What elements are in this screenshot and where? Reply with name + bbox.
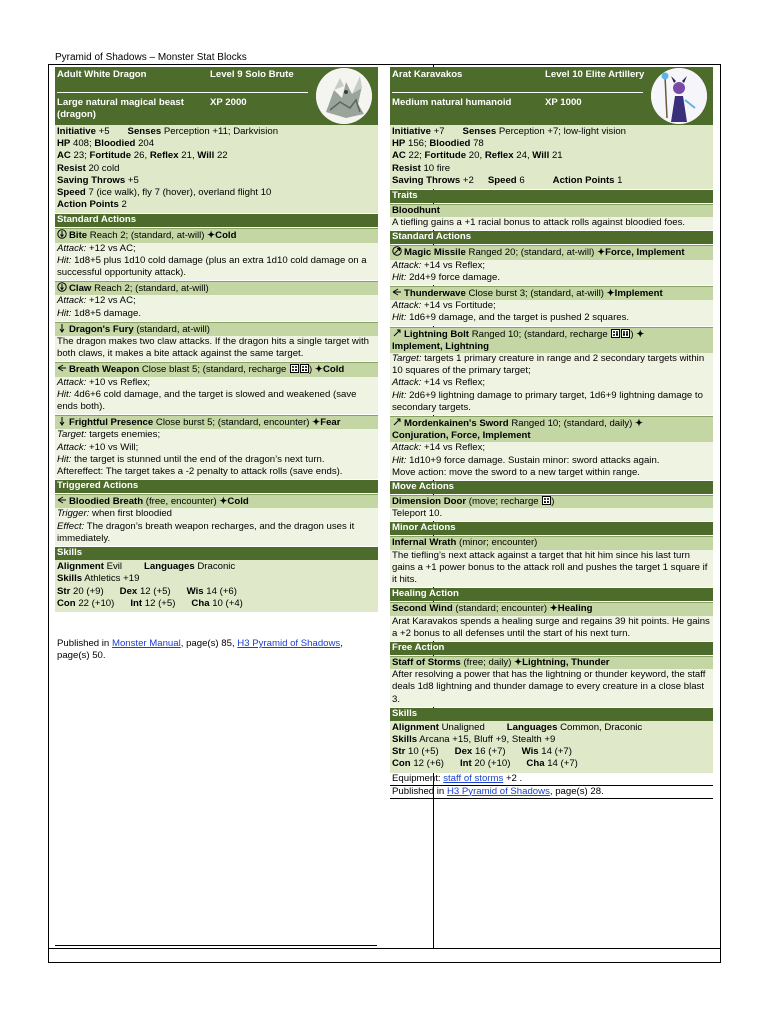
pyramid-of-shadows-link[interactable]: H3 Pyramid of Shadows [446,785,550,797]
ranged-icon [392,328,402,338]
power-usage: Reach 2; (standard, at-will) [89,230,205,242]
fortitude-label: Fortitude [89,150,132,162]
equipment-line [390,773,713,786]
wis-label: Wis [521,746,539,758]
cha-label: Cha [526,758,545,770]
fortitude-label: Fortitude [424,150,467,162]
power-usage: (standard; encounter) [455,603,548,615]
attack-value: +14 vs Reflex; [424,442,486,454]
power-bite-text [55,243,378,281]
alignment-value: Evil [106,561,123,573]
will-label: Will [532,150,550,162]
hit-label: Hit: [57,453,72,465]
aftereffect: Aftereffect: The target takes a -2 penalty to attack rolls (save ends). [57,466,343,478]
power-magic-missile-text [390,260,713,285]
hit-value: 1d6+9 damage, and the target is pushed 2 squares. [409,312,630,324]
stat-block-adult-white-dragon [55,67,378,662]
power-name: Bite [69,230,88,242]
power-name: Breath Weapon [69,364,140,376]
hit-label: Hit: [392,271,407,283]
languages-value: Common, Draconic [560,721,643,733]
document-title: Pyramid of Shadows – Monster Stat Blocks [55,52,247,63]
str-label: Str [392,746,406,758]
hp-label: HP [57,138,71,150]
monster-level: Level 9 Solo Brute [210,69,294,80]
dex-value: 12 (+5) [139,585,171,597]
resist-value: 10 fire [423,162,451,174]
power-name: Dragon's Fury [69,323,134,335]
skills-block [390,721,713,773]
power-usage: (free; daily) [463,656,512,668]
bloodied-value: 204 [138,138,155,150]
alignment-label: Alignment [57,561,104,573]
monster-type: Large natural magical beast (dragon) [57,97,184,121]
power-keyword: ✦Cold [314,364,345,376]
die-6-icon [621,329,630,338]
reflex-label: Reflex [484,150,514,162]
initiative-label: Initiative [392,126,431,137]
power-dragons-fury [55,322,378,336]
hit-label: Hit: [57,388,72,400]
ac-value: 22; [408,150,422,162]
power-thunderwave-text [390,300,713,325]
skills-value: Athletics +19 [84,573,140,585]
attack-value: +12 vs AC; [89,295,136,307]
power-keyword-line2: Conjuration, Force, Implement [392,430,531,442]
section-move-actions: Move Actions [390,481,713,494]
senses-value: Perception +11; Darkvision [163,126,279,137]
dex-label: Dex [119,585,138,597]
publication-note [55,638,378,662]
attack-value: +10 vs Will; [89,441,139,453]
power-dimension-door-text: Teleport 10. [390,508,713,521]
trigger-label: Trigger: [57,508,90,520]
section-triggered-actions: Triggered Actions [55,480,378,493]
power-dimension-door [390,495,713,508]
ranged-basic-icon [392,246,402,256]
power-keyword: ✦Lightning, Thunder [514,656,610,668]
skills-label: Skills [392,733,418,745]
hit-label: Hit: [392,454,407,466]
hit-value: 1d8+5 damage. [74,307,142,319]
power-keyword: ✦Force, Implement [597,247,685,259]
saving-throws-value: +5 [127,174,139,186]
hp-label: HP [392,138,406,150]
page-frame [48,64,721,963]
melee-icon [57,323,67,333]
target-label: Target: [57,429,87,441]
wis-value: 14 (+7) [541,746,572,758]
power-keyword: ✦Implement [606,288,663,300]
power-frightful-presence [55,415,378,429]
hit-value: 1d8+5 plus 1d10 cold damage (plus an extra 1d10 cold damage on a successful opportunity attack). [57,254,367,279]
languages-label: Languages [144,561,195,573]
left-footer-rule [55,945,377,946]
initiative-value: +7 [433,126,445,137]
hit-label: Hit: [392,389,407,401]
power-usage: Ranged 10; (standard, recharge [471,328,608,340]
monster-header [390,67,713,125]
attack-label: Attack: [57,295,87,307]
power-name: Lightning Bolt [404,328,470,340]
effect-label: Effect: [57,520,85,532]
section-skills: Skills [390,708,713,721]
con-label: Con [392,758,411,770]
stats-block [390,125,713,189]
power-usage: Close burst 5; (standard, encounter) [155,417,310,429]
ac-label: AC [392,150,406,162]
saving-throws-label: Saving Throws [392,174,461,186]
wis-value: 14 (+6) [206,585,237,597]
close-blast-icon [57,495,67,505]
action-points-value: 1 [617,174,623,186]
section-healing-action: Healing Action [390,588,713,601]
power-staff-of-storms-text: After resolving a power that has the lightning or thunder keyword, the staff deals 1d8 lightning and thunder damage to every creature in a close blast 3. [390,669,713,707]
dragon-portrait [316,68,372,124]
action-points-value: 2 [121,199,127,211]
resist-value: 20 cold [88,162,120,174]
speed-label: Speed [487,174,517,186]
initiative-label: Initiative [57,126,96,137]
monster-header [55,67,378,125]
speed-value: 6 [519,174,525,186]
will-value: 21 [551,150,563,162]
section-standard-actions: Standard Actions [390,231,713,244]
ac-value: 23; [73,150,87,162]
trait-bloodhunt-text: A tiefling gains a +1 racial bonus to attack rolls against bloodied foes. [390,217,713,230]
bloodied-label: Bloodied [429,138,471,150]
hp-value: 156; [408,138,427,150]
power-bloodied-breath-text [55,508,378,546]
target-value: targets 1 primary creature in range and 2 secondary targets within 10 squares of the primary target; [392,353,705,377]
senses-label: Senses [127,126,162,137]
power-keyword: ✦ [635,418,644,430]
languages-label: Languages [506,721,558,733]
equipment-suffix: +2 . [505,772,523,784]
dex-label: Dex [454,746,473,758]
close-burst-icon [57,416,67,426]
attack-value: +14 vs Reflex; [424,377,486,389]
publication-note [390,786,713,799]
power-name: Mordenkainen's Sword [404,418,509,430]
fortitude-value: 26, [133,150,148,162]
speed-value: 7 (ice walk), fly 7 (hover), overland flight 10 [88,187,272,199]
con-value: 22 (+10) [78,597,115,609]
int-label: Int [460,758,472,770]
power-usage-close: ) [551,496,555,508]
monster-level: Level 10 Elite Artillery [545,69,645,80]
reflex-label: Reflex [149,150,179,162]
power-infernal-wrath [390,536,713,549]
tiefling-portrait [651,68,707,124]
hit-value: 4d6+6 cold damage, and the target is slowed and weakened (save ends both). [57,388,357,413]
section-minor-actions: Minor Actions [390,522,713,535]
power-lightning-bolt-text [390,353,713,415]
power-breath-weapon-text [55,377,378,415]
hit-label: Hit: [57,254,72,266]
power-second-wind [390,602,713,615]
power-name: Frightful Presence [69,417,154,429]
attack-label: Attack: [392,259,422,271]
power-name: Dimension Door [392,496,467,508]
attack-label: Attack: [57,441,87,453]
power-frightful-presence-text [55,429,378,479]
pyramid-of-shadows-link[interactable]: H3 Pyramid of Shadows [237,637,341,649]
action-points-label: Action Points [552,174,615,186]
power-breath-weapon: Breath Weapon Close blast 5; (standard, recharge ) ✦Cold [55,362,378,376]
power-bloodied-breath [55,494,378,508]
con-value: 12 (+6) [413,758,444,770]
int-value: 12 (+5) [144,597,176,609]
attack-label: Attack: [392,377,422,389]
str-label: Str [57,585,71,597]
attack-label: Attack: [57,376,87,388]
power-staff-of-storms [390,656,713,669]
section-standard-actions: Standard Actions [55,214,378,227]
monster-xp: XP 1000 [545,97,582,108]
monster-name: Arat Karavakos [392,69,463,80]
monster-type: Medium natural humanoid [392,97,512,108]
target-label: Target: [392,353,422,365]
hit-label: Hit: [57,307,72,319]
power-mordenkainens-sword-text [390,442,713,480]
header-rule [392,92,643,93]
cha-value: 10 (+4) [212,597,243,609]
languages-value: Draconic [197,561,236,573]
die-5-icon [611,329,620,338]
pub-prefix: Published in [392,785,445,797]
saving-throws-label: Saving Throws [57,174,126,186]
attack-value: +10 vs Reflex; [89,376,151,388]
power-bite [55,228,378,242]
power-name: Bloodied Breath [69,496,144,508]
power-keyword: ✦Fear [312,417,341,429]
hit-label: Hit: [392,312,407,324]
power-name: Second Wind [392,603,453,615]
attack-label: Attack: [57,242,87,254]
power-keyword: ✦Cold [207,230,237,242]
power-name: Staff of Storms [392,656,461,668]
pub-suffix: , page(s) 50. [57,637,343,662]
will-label: Will [197,150,215,162]
attack-label: Attack: [392,300,422,312]
die-5-icon [290,364,299,373]
stats-block [55,125,378,213]
section-free-action: Free Action [390,642,713,655]
attack-value: +14 vs Reflex; [424,259,486,271]
monster-name: Adult White Dragon [57,69,147,80]
die-6-icon [300,364,309,373]
pub-suffix: , page(s) 28. [549,785,604,797]
stat-block-arat-karavakos [390,67,713,799]
hit-value: 2d6+9 lightning damage to primary target, 1d6+9 lightning damage to secondary targets. [392,389,703,413]
hit-value: 2d4+9 force damage. [409,271,501,283]
section-skills: Skills [55,547,378,560]
trigger-value: when first bloodied [92,508,173,520]
equipment-label: Equipment: [392,772,441,784]
power-usage: (move; recharge [468,496,539,508]
power-usage: Ranged 10; (standard, daily) [511,418,633,430]
power-infernal-wrath-text: The tiefling’s next attack against a target that hit him since his last turn gains a +1 power bonus to the attack roll and pushes the target 1 square if it hits. [390,550,713,588]
power-name: Infernal Wrath [392,537,457,549]
power-name: Magic Missile [404,247,466,259]
skills-label: Skills [57,573,83,585]
power-usage: (standard, at-will) [136,323,210,335]
power-usage: Reach 2; (standard, at-will) [94,283,209,295]
resist-label: Resist [57,162,86,174]
initiative-value: +5 [98,126,110,137]
power-second-wind-text: Arat Karavakos spends a healing surge and regains 39 hit points. He gains a +2 bonus to all defenses until the start of his next turn. [390,616,713,641]
attack-label: Attack: [392,442,422,454]
melee-basic-icon [57,229,67,239]
alignment-value: Unaligned [441,721,485,733]
reflex-value: 21, [181,150,195,162]
power-claw-text [55,295,378,320]
action-points-label: Action Points [57,199,119,211]
dex-value: 16 (+7) [474,746,506,758]
power-name: Claw [69,283,92,295]
saving-throws-value: +2 [462,174,474,186]
power-claw [55,281,378,295]
power-keyword: ✦ [636,328,645,340]
trait-bloodhunt [390,204,713,217]
power-mordenkainens-sword [390,416,713,442]
bloodied-value: 78 [473,138,484,150]
power-usage: Ranged 20; (standard, at-will) [468,247,595,259]
pub-mid: , page(s) 85, [180,637,235,649]
attack-value: +12 vs AC; [89,242,136,254]
staff-of-storms-link[interactable]: staff of storms [443,772,504,784]
skills-value: Arcana +15, Bluff +9, Stealth +9 [419,733,556,745]
skills-block [55,560,378,612]
move-action-note: Move action: move the sword to a new target within range. [392,466,640,478]
power-name: Thunderwave [404,288,466,300]
fortitude-value: 20, [468,150,483,162]
power-usage: (free, encounter) [145,496,217,508]
hit-value: 1d10+9 force damage. Sustain minor: sword attacks again. [409,454,660,466]
die-6-icon [542,496,551,505]
cha-label: Cha [191,597,210,609]
will-value: 22 [216,150,228,162]
power-usage: Close blast 5; (standard, recharge [141,364,287,376]
power-usage: Close burst 3; (standard, at-will) [468,288,604,300]
int-value: 20 (+10) [474,758,511,770]
power-magic-missile [390,245,713,259]
target-value: targets enemies; [89,429,161,441]
effect-value: The dragon’s breath weapon recharges, and the dragon uses it immediately. [57,520,355,544]
wis-label: Wis [186,585,204,597]
power-keyword: ✦Healing [549,603,593,615]
resist-label: Resist [392,162,421,174]
power-lightning-bolt: Lightning Bolt Ranged 10; (standard, recharge ) ✦ Implement, Lightning [390,327,713,353]
hit-value: the target is stunned until the end of the dragon’s next turn. [74,453,325,465]
senses-label: Senses [462,126,497,137]
pub-prefix: Published in [57,637,110,649]
speed-label: Speed [57,187,86,199]
alignment-label: Alignment [392,721,439,733]
ac-label: AC [57,150,71,162]
power-thunderwave [390,286,713,300]
str-value: 20 (+9) [73,585,104,597]
power-keyword: ✦Cold [219,496,249,508]
melee-basic-icon [57,282,67,292]
bloodied-label: Bloodied [94,138,136,150]
monster-manual-link[interactable]: Monster Manual [111,637,181,649]
trait-name: Bloodhunt [392,205,440,217]
int-label: Int [130,597,143,609]
cha-value: 14 (+7) [547,758,578,770]
str-value: 10 (+5) [408,746,439,758]
attack-value: +14 vs Fortitude; [424,300,496,312]
ranged-icon [392,417,402,427]
header-rule [57,92,308,93]
con-label: Con [57,597,76,609]
power-usage: (minor; encounter) [459,537,538,549]
power-dragons-fury-text: The dragon makes two claw attacks. If the dragon hits a single target with both claws, it makes a bite attack against the same target. [55,336,378,361]
close-burst-icon [392,287,402,297]
reflex-value: 24, [516,150,530,162]
close-blast-icon [57,363,67,373]
power-keyword-line2: Implement, Lightning [392,340,489,352]
monster-xp: XP 2000 [210,97,247,108]
hp-value: 408; [73,138,92,150]
section-traits: Traits [390,190,713,203]
senses-value: Perception +7; low-light vision [498,126,627,137]
bottom-rule [49,948,720,949]
